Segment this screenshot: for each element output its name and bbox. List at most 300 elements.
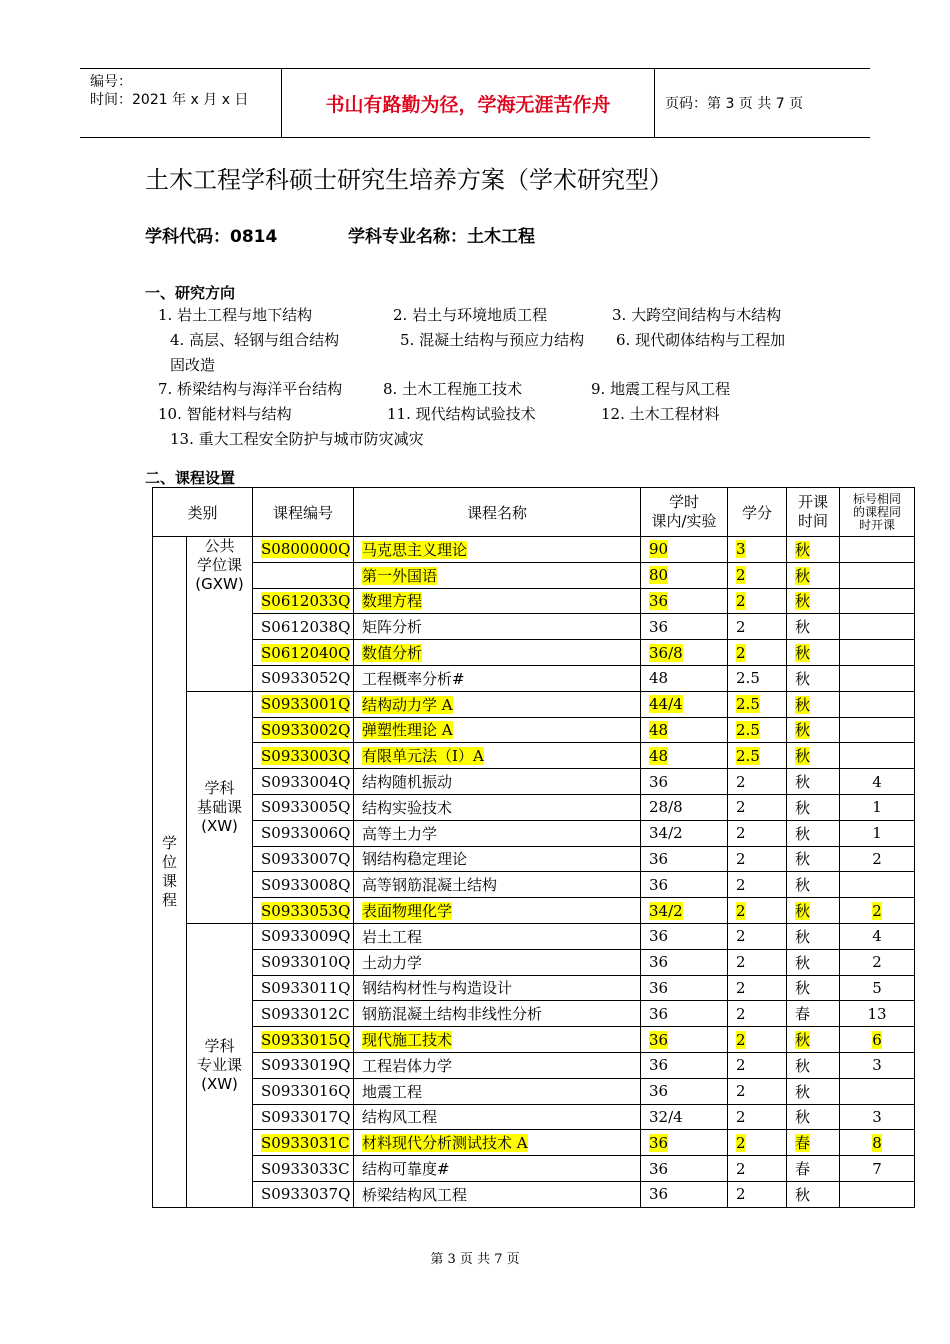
course-schedule-group-cell (840, 923, 915, 949)
course-row (153, 975, 915, 1001)
header-meta (90, 73, 248, 109)
course-schedule-group: 5 (872, 978, 882, 997)
course-code-cell (253, 640, 354, 666)
course-term: 春 (795, 1160, 811, 1179)
course-group-label-line: (XW) (201, 816, 238, 835)
course-credit-cell (728, 949, 787, 975)
course-term: 秋 (795, 644, 811, 663)
course-name-cell (354, 1181, 641, 1207)
course-credit-cell (728, 794, 787, 820)
course-credit: 2 (736, 953, 746, 972)
course-schedule-group: 6 (872, 1030, 882, 1049)
course-row (153, 562, 915, 588)
page-header (80, 68, 870, 138)
course-name: 结构随机振动 (362, 773, 453, 792)
course-row (153, 820, 915, 846)
course-credit: 2 (736, 617, 746, 636)
course-code: S0933002Q (261, 720, 351, 739)
course-name-cell (354, 794, 641, 820)
doc-number-label: 编号： (90, 74, 132, 90)
course-hours-cell (641, 846, 728, 872)
course-hours-cell (641, 1130, 728, 1156)
course-credit-cell (728, 640, 787, 666)
course-hours: 36 (649, 927, 669, 946)
category-degree-courses-char: 程 (161, 890, 177, 909)
course-credit: 2 (736, 1082, 746, 1101)
course-term: 秋 (795, 1056, 811, 1075)
course-group-label-line: (GXW) (195, 575, 244, 593)
course-code-cell (253, 537, 354, 563)
course-credit-cell (728, 691, 787, 717)
course-name-cell (354, 588, 641, 614)
course-schedule-group-cell (840, 1156, 915, 1182)
course-code: S0933012C (261, 1004, 350, 1023)
course-name: 数理方程 (362, 592, 423, 611)
course-term-cell (787, 923, 840, 949)
course-term-cell (787, 1078, 840, 1104)
course-code-cell (253, 743, 354, 769)
course-hours-cell (641, 562, 728, 588)
course-row (153, 1078, 915, 1104)
course-hours-cell (641, 1078, 728, 1104)
course-term: 秋 (795, 773, 811, 792)
course-schedule-group: 8 (872, 1133, 882, 1152)
course-term-cell (787, 562, 840, 588)
course-code-cell (253, 872, 354, 898)
header-hours (641, 488, 728, 537)
subject-name: 学科专业名称：土木工程 (348, 227, 535, 247)
course-schedule-group-cell (840, 537, 915, 563)
course-hours: 36 (649, 1185, 669, 1204)
course-name-cell (354, 872, 641, 898)
course-row (153, 1001, 915, 1027)
subject-code: 学科代码：0814 (145, 227, 278, 247)
course-code-cell (253, 898, 354, 924)
course-credit: 3 (736, 540, 746, 559)
course-credit: 2 (736, 1159, 746, 1178)
course-schedule-group-cell (840, 665, 915, 691)
course-code-cell (253, 614, 354, 640)
course-schedule-group: 2 (872, 901, 882, 920)
category-degree-courses-char: 学 (161, 833, 177, 852)
course-credit-cell (728, 614, 787, 640)
category-degree-courses-char: 课 (161, 871, 177, 890)
course-row (153, 1052, 915, 1078)
course-name: 钢结构稳定理论 (362, 850, 468, 869)
course-name: 地震工程 (362, 1082, 423, 1101)
course-term: 秋 (795, 540, 811, 559)
course-name-cell (354, 537, 641, 563)
course-term-cell (787, 1027, 840, 1053)
course-term-cell (787, 872, 840, 898)
research-direction: 4. 高层、轻钢与组合结构 (170, 331, 340, 349)
course-row (153, 665, 915, 691)
course-hours-cell (641, 691, 728, 717)
research-direction: 6. 现代砌体结构与工程加 (616, 331, 786, 349)
course-credit-cell (728, 872, 787, 898)
course-schedule-group: 2 (872, 849, 882, 868)
course-schedule-group: 4 (872, 927, 882, 946)
course-code-cell (253, 1052, 354, 1078)
header-term-line2: 时间 (798, 512, 829, 530)
course-code-cell (253, 769, 354, 795)
research-direction: 10. 智能材料与结构 (158, 405, 292, 423)
course-credit-cell (728, 1027, 787, 1053)
course-group-label-line: 公共 (204, 537, 235, 555)
course-hours-cell (641, 1104, 728, 1130)
course-hours: 48 (649, 720, 669, 739)
course-code: S0933005Q (261, 798, 351, 817)
course-hours: 36 (649, 1133, 669, 1152)
course-term: 秋 (795, 1108, 811, 1127)
course-term-cell (787, 794, 840, 820)
table-header-row (153, 488, 915, 537)
course-code-cell (253, 820, 354, 846)
page-footer: 第 3 页 共 7 页 (430, 1252, 520, 1267)
research-direction: 9. 地震工程与风工程 (591, 380, 731, 398)
course-table (152, 487, 915, 1208)
course-code: S0933052Q (261, 669, 351, 688)
course-name-cell (354, 975, 641, 1001)
course-hours: 36 (649, 875, 669, 894)
course-hours-cell (641, 1001, 728, 1027)
course-name: 高等钢筋混凝土结构 (362, 876, 498, 895)
course-term: 秋 (795, 747, 811, 766)
course-name-cell (354, 614, 641, 640)
course-credit-cell (728, 1130, 787, 1156)
course-hours-cell (641, 1027, 728, 1053)
course-hours: 36 (649, 772, 669, 791)
header-note-line1: 标号相同 (853, 491, 902, 506)
category-degree-courses (153, 537, 187, 1208)
course-schedule-group: 1 (872, 824, 882, 843)
research-direction: 3. 大跨空间结构与木结构 (612, 306, 782, 324)
course-hours: 36 (649, 1082, 669, 1101)
course-schedule-group-cell (840, 898, 915, 924)
course-term-cell (787, 665, 840, 691)
course-term: 春 (795, 1134, 811, 1153)
course-name-cell (354, 846, 641, 872)
course-schedule-group-cell (840, 872, 915, 898)
header-category: 类别 (153, 488, 253, 537)
course-credit: 2.5 (736, 746, 760, 765)
course-hours: 36 (649, 1004, 669, 1023)
header-note (840, 488, 915, 537)
header-page-number: 页码：第 3 页 共 7 页 (665, 96, 804, 112)
course-term-cell (787, 898, 840, 924)
course-name: 表面物理化学 (362, 902, 453, 921)
course-hours-cell (641, 949, 728, 975)
course-schedule-group: 13 (867, 1004, 887, 1023)
course-term-cell (787, 717, 840, 743)
course-code: S0933008Q (261, 875, 351, 894)
course-row (153, 769, 915, 795)
course-term-cell (787, 949, 840, 975)
course-schedule-group: 1 (872, 798, 882, 817)
course-name-cell (354, 717, 641, 743)
header-hours-line1: 学时 (669, 493, 700, 511)
course-term: 春 (795, 1005, 811, 1024)
course-name: 矩阵分析 (362, 618, 423, 637)
course-term: 秋 (795, 566, 811, 585)
section-courses-heading: 二、课程设置 (145, 469, 236, 487)
course-row (153, 691, 915, 717)
course-code-cell (253, 588, 354, 614)
course-name: 材料现代分析测试技术 A (362, 1134, 528, 1153)
course-schedule-group-cell (840, 1104, 915, 1130)
course-term-cell (787, 1001, 840, 1027)
course-row (153, 949, 915, 975)
course-code: S0933033C (261, 1159, 350, 1178)
course-credit-cell (728, 975, 787, 1001)
course-credit: 2 (736, 566, 746, 585)
course-name-cell (354, 562, 641, 588)
course-row (153, 640, 915, 666)
header-divider (654, 69, 655, 137)
course-code-cell (253, 846, 354, 872)
course-code-cell (253, 1130, 354, 1156)
course-schedule-group-cell (840, 975, 915, 1001)
course-hours: 48 (649, 669, 669, 688)
course-credit-cell (728, 820, 787, 846)
research-direction: 5. 混凝土结构与预应力结构 (400, 331, 585, 349)
course-credit-cell (728, 1181, 787, 1207)
section-research-directions-heading: 一、研究方向 (145, 284, 236, 302)
course-schedule-group-cell (840, 769, 915, 795)
course-code-cell (253, 923, 354, 949)
course-hours-cell (641, 743, 728, 769)
course-name-cell (354, 665, 641, 691)
course-name-cell (354, 640, 641, 666)
course-hours: 36/8 (649, 643, 683, 662)
course-name: 桥梁结构风工程 (362, 1185, 468, 1204)
course-schedule-group-cell (840, 1027, 915, 1053)
course-term-cell (787, 1130, 840, 1156)
course-term-cell (787, 743, 840, 769)
course-term: 秋 (795, 953, 811, 972)
course-term: 秋 (795, 824, 811, 843)
course-hours-cell (641, 614, 728, 640)
course-term: 秋 (795, 721, 811, 740)
course-group-label (187, 691, 253, 923)
course-hours-cell (641, 665, 728, 691)
course-name: 弹塑性理论 A (362, 721, 453, 740)
course-schedule-group-cell (840, 1001, 915, 1027)
course-term-cell (787, 640, 840, 666)
course-schedule-group: 7 (872, 1159, 882, 1178)
course-row (153, 1130, 915, 1156)
research-direction: 12. 土木工程材料 (601, 405, 720, 423)
course-term: 秋 (795, 618, 811, 637)
course-hours-cell (641, 975, 728, 1001)
course-code: S0933031C (261, 1133, 350, 1152)
course-name-cell (354, 691, 641, 717)
course-name: 土动力学 (362, 953, 423, 972)
course-group-label-line: 学科 (204, 1036, 235, 1055)
course-code: S0933010Q (261, 953, 351, 972)
course-hours: 36 (649, 978, 669, 997)
course-term: 秋 (795, 669, 811, 688)
course-schedule-group: 3 (872, 1056, 882, 1075)
course-schedule-group: 2 (872, 953, 882, 972)
course-code: S0612033Q (261, 591, 351, 610)
course-group-label-line: (XW) (201, 1074, 238, 1093)
research-direction: 1. 岩土工程与地下结构 (158, 306, 313, 324)
course-credit-cell (728, 898, 787, 924)
course-schedule-group-cell (840, 717, 915, 743)
course-code: S0933006Q (261, 824, 351, 843)
header-term (787, 488, 840, 537)
research-direction-continued: 固改造 (170, 356, 216, 374)
course-hours: 36 (649, 1030, 669, 1049)
course-group-label-line: 基础课 (197, 797, 243, 816)
course-schedule-group-cell (840, 846, 915, 872)
course-hours-cell (641, 588, 728, 614)
course-term-cell (787, 1104, 840, 1130)
course-name: 结构可靠度# (362, 1160, 450, 1179)
course-name-cell (354, 1130, 641, 1156)
course-term-cell (787, 769, 840, 795)
course-credit-cell (728, 717, 787, 743)
course-row (153, 1156, 915, 1182)
course-credit: 2 (736, 875, 746, 894)
course-group-label-line: 专业课 (197, 1055, 243, 1074)
course-credit-cell (728, 537, 787, 563)
course-code: S0933053Q (261, 901, 351, 920)
category-degree-courses-char: 位 (161, 852, 177, 871)
course-schedule-group-cell (840, 562, 915, 588)
course-credit: 2 (736, 1133, 746, 1152)
course-name: 数值分析 (362, 644, 423, 663)
course-code: S0612038Q (261, 617, 351, 636)
course-code-cell (253, 975, 354, 1001)
course-code-cell (253, 1027, 354, 1053)
course-name: 有限单元法（Ⅰ）A (362, 747, 484, 766)
course-credit-cell (728, 588, 787, 614)
course-row (153, 898, 915, 924)
course-code-cell (253, 691, 354, 717)
course-group-label (187, 923, 253, 1207)
course-credit: 2.5 (736, 720, 760, 739)
course-hours-cell (641, 923, 728, 949)
course-hours: 34/2 (649, 901, 683, 920)
course-credit: 2.5 (736, 695, 760, 714)
course-term: 秋 (795, 1185, 811, 1204)
course-code-cell (253, 1181, 354, 1207)
course-hours: 36 (649, 591, 669, 610)
course-term: 秋 (795, 1031, 811, 1050)
course-name-cell (354, 820, 641, 846)
course-row (153, 743, 915, 769)
course-schedule-group-cell (840, 820, 915, 846)
course-term-cell (787, 1181, 840, 1207)
course-hours-cell (641, 640, 728, 666)
course-schedule-group-cell (840, 614, 915, 640)
course-credit: 2 (736, 927, 746, 946)
course-name-cell (354, 898, 641, 924)
course-name: 岩土工程 (362, 927, 423, 946)
header-note-line3: 时开课 (859, 517, 896, 532)
course-term-cell (787, 975, 840, 1001)
course-credit-cell (728, 846, 787, 872)
course-hours-cell (641, 1156, 728, 1182)
course-name-cell (354, 769, 641, 795)
course-term: 秋 (795, 876, 811, 895)
course-hours: 44/4 (649, 695, 683, 714)
course-term-cell (787, 1052, 840, 1078)
course-credit-cell (728, 665, 787, 691)
course-credit: 2 (736, 824, 746, 843)
course-schedule-group-cell (840, 1052, 915, 1078)
research-direction: 8. 土木工程施工技术 (383, 380, 523, 398)
course-schedule-group-cell (840, 1130, 915, 1156)
course-code-cell (253, 562, 354, 588)
course-name: 钢结构材性与构造设计 (362, 979, 513, 998)
course-name: 工程概率分析# (362, 669, 465, 688)
course-name: 工程岩体力学 (362, 1056, 453, 1075)
course-schedule-group: 3 (872, 1107, 882, 1126)
course-name-cell (354, 949, 641, 975)
course-name-cell (354, 1156, 641, 1182)
course-credit: 2 (736, 1056, 746, 1075)
course-row (153, 846, 915, 872)
course-code-cell (253, 1078, 354, 1104)
course-hours-cell (641, 898, 728, 924)
research-direction: 2. 岩土与环境地质工程 (393, 306, 548, 324)
course-table-body (153, 537, 915, 1208)
course-credit: 2 (736, 591, 746, 610)
course-credit: 2 (736, 1030, 746, 1049)
course-credit: 2 (736, 643, 746, 662)
course-name-cell (354, 923, 641, 949)
course-credit-cell (728, 743, 787, 769)
course-credit-cell (728, 1156, 787, 1182)
course-schedule-group-cell (840, 949, 915, 975)
course-name: 结构风工程 (362, 1108, 438, 1127)
course-credit-cell (728, 562, 787, 588)
course-row (153, 923, 915, 949)
header-term-line1: 开课 (798, 493, 829, 511)
course-name-cell (354, 1052, 641, 1078)
course-group-label (187, 537, 253, 692)
course-code: S0612040Q (261, 643, 351, 662)
course-credit-cell (728, 1052, 787, 1078)
header-course-code: 课程编号 (253, 488, 354, 537)
course-credit-cell (728, 1078, 787, 1104)
course-row (153, 794, 915, 820)
course-hours-cell (641, 537, 728, 563)
course-name-cell (354, 743, 641, 769)
course-code: S0933007Q (261, 849, 351, 868)
course-credit: 2 (736, 772, 746, 791)
course-hours: 36 (649, 849, 669, 868)
course-hours-cell (641, 872, 728, 898)
course-hours-cell (641, 820, 728, 846)
course-code: S0933004Q (261, 772, 351, 791)
course-code-cell (253, 665, 354, 691)
course-name: 高等土力学 (362, 824, 438, 843)
course-row (153, 717, 915, 743)
course-credit: 2 (736, 1004, 746, 1023)
course-code: S0933019Q (261, 1056, 351, 1075)
course-term-cell (787, 846, 840, 872)
course-code: S0933016Q (261, 1082, 351, 1101)
course-code: S0933037Q (261, 1185, 351, 1204)
course-code: S0800000Q (261, 540, 351, 559)
course-credit-cell (728, 1104, 787, 1130)
course-name: 现代施工技术 (362, 1031, 453, 1050)
course-code: S0933001Q (261, 695, 351, 714)
